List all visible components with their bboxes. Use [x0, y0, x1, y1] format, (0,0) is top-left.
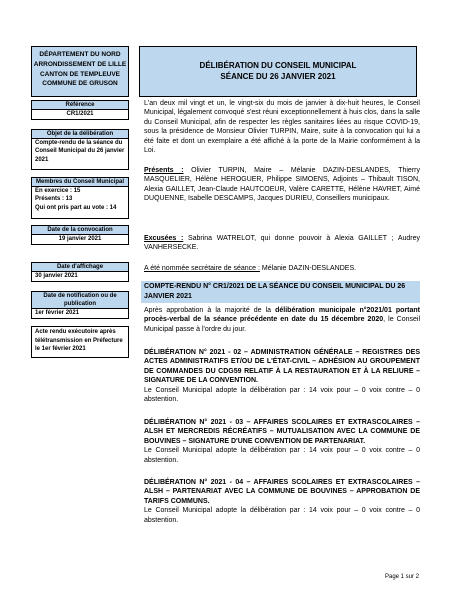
reference-box [31, 100, 129, 120]
deliberation-item [144, 348, 420, 404]
approbation-paragraph [144, 306, 420, 334]
convocation-value: 19 janvier 2021 [58, 236, 102, 242]
executoire-box [31, 326, 129, 358]
affichage-value: 30 janvier 2021 [35, 273, 78, 279]
deliberation-item [144, 418, 420, 465]
objet-label: Objet de la délibération [32, 130, 128, 139]
presents-label: Présents : [144, 167, 184, 174]
deliberation-title: DÉLIBÉRATION N° 2021 - 03 – AFFAIRES SCOLAIRES ET EXTRASCOLAIRES – ALSH ET MERCREDIS RÉCRÉATIFS – MUTUALISATION AVEC LA COMMUNE DE BOUVINES – SIGNATURE D'UNE CONVENTION DE PARTENARIAT. [144, 419, 420, 445]
department-header [31, 46, 129, 97]
secretaire-paragraph [144, 264, 420, 273]
reference-label: Référence [32, 101, 128, 110]
dept-line: DÉPARTEMENT DU NORD [39, 51, 121, 58]
approbation-bold: délibération municipale n°2021/01 portant procès-verbal de la séance précédente en date du 15 décembre 2020 [144, 307, 420, 324]
affichage-label: Date d'affichage [32, 263, 128, 272]
document-title [139, 46, 417, 97]
notification-box [31, 291, 129, 319]
affichage-box [31, 262, 129, 282]
excuses-text: Sabrina WATRELOT, qui donne pouvoir à Alexia GAILLET ; Audrey VANHERSECKE. [144, 235, 420, 252]
objet-box [31, 129, 129, 170]
dept-line: COMMUNE DE GRUSON [42, 80, 118, 88]
dept-line: ARRONDISSEMENT DE LILLE [33, 60, 127, 68]
convocation-box [31, 225, 129, 245]
presents-text: Olivier TURPIN, Maire – Mélanie DAZIN-DESLANDES, Thierry MASQUELIER, Hélène HEROGUER, Philippe SIMOENS, Adjoints – Thibault TISON, Alexia GAILLET, Jean-Claude HAUTCOEUR, Valère CARETTE, Hélène HAVRET, Aimé DUQUENNE, Isabelle DESCAMPS, Jacques DURIEU, Conseillers municipaux. [144, 167, 420, 203]
page-number: Page 1 sur 2 [385, 574, 420, 580]
notification-label: Date de notification ou de publication [32, 292, 128, 309]
excuses-paragraph [144, 234, 420, 253]
membres-label: Membres du Conseil Municipal [32, 178, 128, 187]
approbation-pre: Après approbation à la majorité de la [144, 307, 276, 314]
reference-value: CR1/2021 [66, 111, 94, 117]
excuses-label: Excusées : [144, 235, 184, 242]
deliberation-title: DÉLIBÉRATION N° 2021 - 02 – ADMINISTRATION GÉNÉRALE – REGISTRES DES ACTES ADMINISTRATIFS ET/OU DE L'ÉTAT-CIVIL – ADHÉSION AU GROUPEMENT DE COMMANDES DU CDG59 RELATIF À LA RESTAURATION ET À LA RELIURE – SIGNATURE DE LA CONVENTION. [144, 349, 420, 385]
membres-box [31, 177, 129, 219]
membres-presents: Présents : 13 [35, 196, 73, 203]
presents-paragraph [144, 166, 420, 204]
deliberation-title: DÉLIBÉRATION N° 2021 - 04 – AFFAIRES SCOLAIRES ET EXTRASCOLAIRES – ALSH – PARTENARIAT AVEC LA COMMUNE DE BOUVINES – APPROBATION DE TARIFS COMMUNS. [144, 479, 420, 505]
dept-line: CANTON DE TEMPLEUVE [39, 70, 121, 78]
deliberation-vote: Le Conseil Municipal adopte la délibération par : 14 voix pour – 0 voix contre – 0 abstention. [144, 507, 420, 524]
membres-votants: Qui ont pris part au vote : 14 [35, 204, 117, 211]
compte-rendu-title: COMPTE-RENDU N° CR1/2021 DE LA SÉANCE DU CONSEIL MUNICIPAL DU 26 JANVIER 2021 [141, 281, 420, 303]
title-line: SÉANCE DU 26 JANVIER 2021 [220, 72, 336, 81]
approbation-post: , le Conseil Municipal passe à l'ordre du jour. [144, 316, 420, 333]
executoire-text: Acte rendu exécutoire après télétransmission en Préfecture le 1er février 2021 [35, 329, 123, 352]
convocation-label: Date de la convocation [32, 226, 128, 235]
secretaire-text: Mélanie DAZIN-DESLANDES. [259, 265, 357, 272]
deliberation-vote: Le Conseil Municipal adopte la délibération par : 14 voix pour – 0 voix contre – 0 abstention. [144, 447, 420, 464]
intro-paragraph: L'an deux mil vingt et un, le vingt-six du mois de janvier à dix-huit heures, le Conseil Municipal, légalement convoqué s'est réuni exceptionnellement à huis clos, dans la salle du Conseil Municipal, afin de respecter les règles sanitaires liées au risque COVID-19, sous la présidence de Monsieur Olivier TURPIN, Maire, suite à la convocation qui lui a été faite et dont un exemplaire a été affiché à la porte de la Mairie conformément à la Loi. [144, 100, 420, 155]
objet-value: Compte-rendu de la séance du Conseil Municipal du 26 janvier 2021 [35, 140, 125, 163]
title-line: DÉLIBÉRATION DU CONSEIL MUNICIPAL [199, 61, 357, 70]
deliberation-vote: Le Conseil Municipal adopte la délibération par : 14 voix pour – 0 voix contre – 0 abstention. [144, 386, 420, 404]
membres-en-exercice: En exercice : 15 [35, 188, 81, 194]
deliberation-item [144, 478, 420, 525]
notification-value: 1er février 2021 [35, 310, 80, 316]
secretaire-label: A été nommée secrétaire de séance : [144, 265, 260, 272]
